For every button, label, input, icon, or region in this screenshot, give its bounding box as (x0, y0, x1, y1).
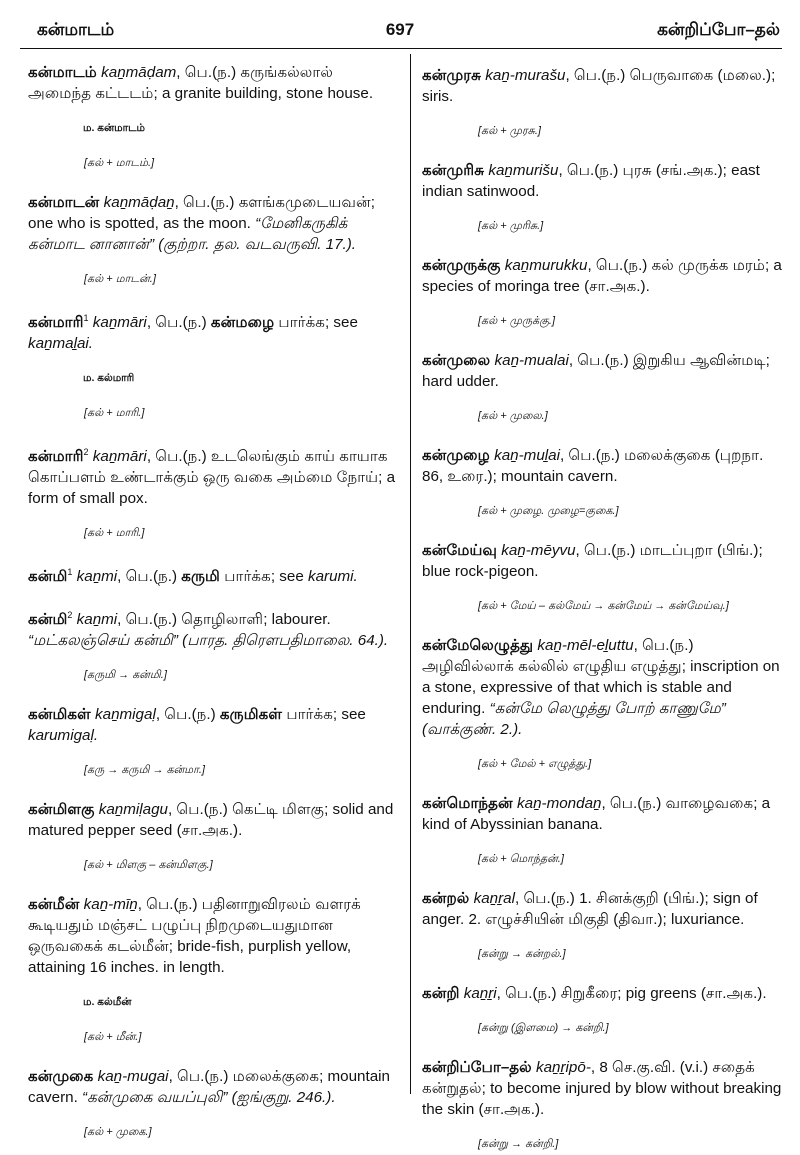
headword: கன்முகை (28, 1068, 94, 1086)
entry-text (422, 160, 784, 202)
definition: உடலெங்கும் காய் காயாக கொப்பளம் உண்டாக்கும் ஒரு வகை அம்மை நோய்; a form of small pox. (28, 448, 396, 508)
definition: மலைக்குகை; mountain cavern. (28, 1068, 390, 1107)
entry-text (28, 1066, 400, 1108)
entry-text (28, 442, 400, 509)
right-column (422, 65, 784, 1155)
dictionary-entry (422, 793, 784, 870)
dictionary-entry (28, 704, 400, 781)
etymology: [கல் + முலை.] (478, 410, 548, 422)
part-of-speech: , பெ.(ந.) (174, 194, 239, 211)
entry-text (28, 704, 400, 746)
transliteration: kaṉmāḍam (101, 64, 177, 81)
entry-text (28, 799, 400, 841)
cognate-note: ம. கல்மீன் (83, 996, 132, 1009)
homonym-number: 1 (83, 313, 89, 323)
definition: வாழைவகை; a kind of Abyssinian banana. (422, 795, 771, 833)
part-of-speech: , பெ.(ந.) (117, 568, 182, 586)
headword: கன்மி (28, 568, 68, 586)
part-of-speech: , பெ.(ந.) (601, 795, 666, 812)
part-of-speech: , பெ.(ந.) (117, 611, 182, 629)
part-of-speech: , பெ.(ந.) (146, 448, 211, 466)
dictionary-entry (422, 1057, 784, 1155)
etymology: [கல் + மாடம்.] (84, 157, 155, 169)
part-of-speech: , பெ.(ந.) (565, 67, 630, 84)
headword: கன்மீன் (28, 896, 80, 914)
entry-text (422, 1057, 784, 1120)
part-of-speech: , பெ.(ந.) (496, 985, 561, 1002)
etymology: [கல் + மாடன்.] (84, 273, 156, 285)
citation: “மேனிகருகிக் கன்மாட னானான்” (குற்றா. தல. வடவருவி. 17.). (28, 215, 357, 253)
definition: இறுகிய ஆவின்மடி; hard udder. (422, 352, 770, 390)
definition: அழிவில்லாக் கல்லில் எழுதிய எழுத்து; inscription on a stone, expressive of that which is stable and enduring. (422, 658, 780, 717)
entry-text (422, 350, 784, 392)
transliteration: kaṉ-mugai (97, 1068, 169, 1086)
entry-text (422, 445, 784, 487)
dictionary-entry (422, 350, 784, 427)
etymology: [கல் + மேய் – கல்மேய் → கன்மேய் → கன்மேய்வு.] (478, 600, 729, 612)
dictionary-entry (28, 308, 400, 424)
part-of-speech: , 8 செ.கு.வி. (v.i.) (590, 1059, 713, 1076)
definition: தொழிலாளி; labourer. (181, 611, 331, 629)
entry-text (422, 793, 784, 835)
dictionary-entry (422, 65, 784, 142)
dictionary-entry (28, 562, 400, 587)
headword: கன்முருக்கு (422, 257, 501, 274)
dictionary-entry (422, 445, 784, 522)
transliteration: kaṉ-muḻai (494, 447, 560, 464)
transliteration: kaṉmāri (92, 314, 147, 332)
transliteration: kaṉmi (76, 611, 118, 629)
cross-reference: கருமி (181, 568, 221, 586)
etymology: [கருமி → கன்மி.] (84, 669, 167, 682)
headword: கன்றல் (422, 890, 470, 907)
definition: பார்க்க; see (282, 706, 366, 724)
transliteration: kaṉṟipō- (536, 1059, 591, 1076)
part-of-speech: , பெ.(ந.) (587, 257, 652, 274)
headword: கன்மாரி (28, 448, 84, 466)
headword: கன்மேய்வு (422, 542, 498, 559)
transliteration: kaṉmigaḷ (95, 706, 156, 724)
dictionary-entry (28, 799, 400, 876)
definition: பதினாறுவிரலம் வளரக் கூடியதும் மஞ்சட் பழுப்பு நிறமுடையதுமான ஒருவகைக் கடல்மீன்; bride-fish, purplish yellow, attaining 16 inches. in length. (28, 896, 361, 977)
citation: “மட்கலஞ்செய் கன்மி” (பாரத. திரௌபதிமாலை. 64.). (28, 632, 389, 650)
definition: மாடப்புறா (பிங்.); blue rock-pigeon. (422, 542, 763, 580)
page-header (0, 0, 800, 48)
part-of-speech: , பெ.(ந.) (575, 542, 640, 559)
see-reference: karumi. (307, 568, 358, 586)
transliteration: kaṉṟi (463, 985, 497, 1002)
entry-text (28, 192, 400, 255)
etymology: [கன்று → கன்றி.] (478, 1138, 559, 1150)
homonym-number: 1 (67, 567, 73, 578)
headword: கன்மாரி (28, 314, 84, 332)
part-of-speech: , பெ.(ந.) (146, 314, 211, 332)
headword: கன்மேலெழுத்து (422, 637, 534, 654)
definition: சதைக் கன்றுதல்; to become injured by blow without breaking the skin (சா.அக.). (422, 1059, 782, 1118)
etymology: [கல் + மாரி.] (84, 527, 145, 540)
entry-text (422, 635, 784, 740)
dictionary-entry (422, 983, 784, 1039)
etymology: [கல் + முரசு.] (478, 125, 541, 137)
transliteration: kaṉṟal (473, 890, 515, 907)
headword: கன்றிப்போ–தல் (422, 1059, 532, 1076)
definition: புரசு (சங்.அக.); east indian satinwood. (422, 162, 760, 200)
transliteration: kaṉ-mēyvu (501, 542, 576, 559)
entry-text (28, 605, 400, 651)
header-right-guideword: கன்றிப்போ–தல் (657, 20, 780, 39)
headword: கன்முரிசு (422, 162, 485, 179)
definition: பார்க்க; see (220, 568, 308, 586)
definition: கெட்டி மிளகு; solid and matured pepper seed (சா.அக.). (28, 801, 394, 840)
etymology: [கல் + மிளகு – கன்மிளகு.] (84, 859, 213, 872)
see-reference: karumigaḷ. (28, 727, 99, 745)
part-of-speech: , பெ.(ந.) (167, 801, 233, 819)
homonym-number: 2 (67, 610, 73, 621)
entry-text (422, 540, 784, 582)
headword: கன்முலை (422, 352, 491, 369)
transliteration: kaṉmāri (92, 448, 147, 466)
definition: களங்கமுடையவன்; one who is spotted, as the moon. (28, 194, 375, 232)
part-of-speech: , பெ.(ந.) (633, 637, 694, 654)
homonym-number: 2 (83, 447, 89, 458)
part-of-speech: , பெ.(ந.) (568, 352, 633, 369)
etymology: [கன்று → கன்றல்.] (478, 948, 566, 960)
etymology: [கல் + முருக்கு.] (478, 315, 556, 327)
dictionary-entry (422, 540, 784, 617)
definition: பெருவாகை (மலை.); siris. (422, 67, 776, 105)
dictionary-entry (28, 894, 400, 1048)
etymology: [கல் + முரிசு.] (478, 220, 544, 232)
definition: மலைக்குகை (புறநா. 86, உரை.); mountain cavern. (422, 447, 764, 485)
entry-text (28, 562, 400, 587)
entry-text (28, 62, 400, 104)
cognate-note: ம. கன்மாடம் (83, 122, 145, 134)
definition: பார்க்க; see (274, 314, 358, 332)
dictionary-entry (422, 888, 784, 965)
transliteration: kaṉ-mēl-eḻuttu (537, 637, 634, 654)
dictionary-entry (28, 442, 400, 544)
dictionary-entry (422, 635, 784, 775)
etymology: [கல் + மொந்தன்.] (478, 853, 564, 865)
headword: கன்முரசு (422, 67, 482, 84)
etymology: [கல் + மேல் + எழுத்து.] (478, 758, 592, 770)
entry-text (422, 255, 784, 297)
headword: கன்மாடம் (28, 64, 97, 81)
citation: “கன்மே லெழுத்து போற் காணுமே” (வாக்குண். 2.). (422, 700, 726, 738)
headword: கன்மாடன் (28, 194, 100, 211)
cross-reference: கருமிகள் (219, 706, 283, 724)
entry-text (422, 983, 784, 1004)
part-of-speech: , பெ.(ந.) (155, 706, 220, 724)
transliteration: kaṉmurišu (488, 162, 559, 179)
etymology: [கரு → கருமி → கன்மா.] (84, 764, 205, 777)
etymology: [கல் + மாரி.] (84, 407, 145, 420)
headword: கன்மி (28, 611, 68, 629)
column-divider (410, 54, 411, 1094)
definition: கருங்கல்லால் அமைந்த கட்டடம்; a granite building, stone house. (28, 64, 374, 102)
etymology: [கன்று (இளமை) → கன்றி.] (478, 1022, 609, 1034)
headword: கன்மொந்தன் (422, 795, 513, 812)
transliteration: kaṉmāḍaṉ (103, 194, 175, 211)
etymology: [கல் + முகை.] (84, 1126, 152, 1139)
definition: 1. சினக்குறி (பிங்.); sign of anger. 2. எழுச்சியின் மிகுதி (திவா.); luxuriance. (422, 890, 758, 928)
definition: சிறுகீரை; pig greens (சா.அக.). (560, 985, 767, 1002)
etymology: [கல் + மீன்.] (84, 1031, 142, 1044)
dictionary-entry (422, 160, 784, 237)
headword: கன்மிகள் (28, 706, 91, 724)
headword: கன்மிளகு (28, 801, 95, 819)
definition: கல் முருக்க மரம்; a species of moringa tree (சா.அக.). (422, 257, 782, 295)
dictionary-entry (28, 605, 400, 686)
transliteration: kaṉ-mualai (494, 352, 569, 369)
headword: கன்றி (422, 985, 460, 1002)
part-of-speech: , பெ.(ந.) (515, 890, 580, 907)
part-of-speech: , பெ.(ந.) (559, 447, 625, 464)
part-of-speech: , பெ.(ந.) (558, 162, 623, 179)
transliteration: kaṉ-mondaṉ (517, 795, 602, 812)
dictionary-entry (28, 62, 400, 174)
dictionary-entry (422, 255, 784, 332)
header-rule (20, 48, 782, 49)
transliteration: kaṉmi (76, 568, 118, 586)
cognate-note: ம. கல்மாரி (83, 372, 135, 385)
part-of-speech: , பெ.(ந.) (176, 64, 241, 81)
entry-text (28, 308, 400, 354)
citation: “கன்முகை வயப்புலி” (ஐங்குறு. 246.). (82, 1089, 336, 1107)
see-reference: kaṉmaḻai. (28, 335, 93, 353)
left-column (28, 62, 400, 1143)
part-of-speech: , பெ.(ந.) (168, 1068, 233, 1086)
part-of-speech: , பெ.(ந.) (137, 896, 202, 914)
entry-text (28, 894, 400, 978)
entry-text (422, 65, 784, 107)
etymology: [கல் + முழை. முழை=குகை.] (478, 505, 619, 517)
dictionary-entry (28, 192, 400, 290)
header-left-guideword: கன்மாடம் (37, 20, 115, 39)
headword: கன்முழை (422, 447, 490, 464)
transliteration: kaṉmiḷagu (98, 801, 168, 819)
transliteration: kaṉmurukku (504, 257, 588, 274)
cross-reference: கன்மழை (210, 314, 275, 332)
dictionary-entry (28, 1066, 400, 1143)
transliteration: kaṉ-mīṉ (83, 896, 138, 914)
entry-text (422, 888, 784, 930)
page-number: 697 (385, 20, 415, 39)
transliteration: kaṉ-murašu (485, 67, 566, 84)
